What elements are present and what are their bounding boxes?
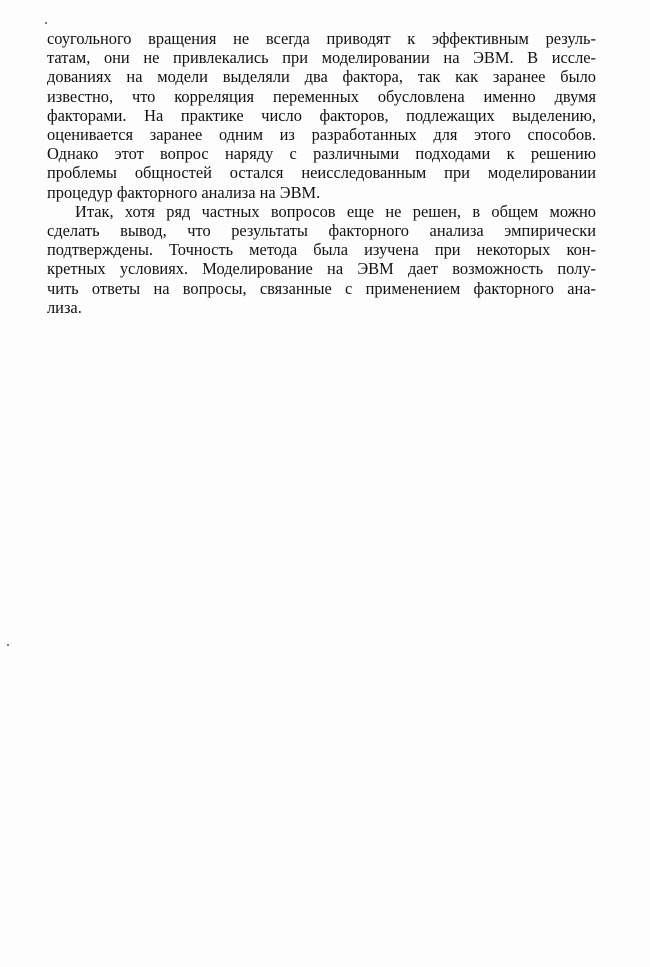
text-line: Итак, хотя ряд частных вопросов еще не решен, в общем можно xyxy=(75,201,596,221)
paragraph-2 xyxy=(47,202,596,317)
text-line: татам, они не привлекались при моделировании на ЭВМ. В иссле- xyxy=(47,48,596,68)
scan-speck xyxy=(45,22,47,24)
text-line: известно, что корреляция переменных обусловлена именно двумя xyxy=(47,86,596,106)
text-line: сделать вывод, что результаты факторного анализа эмпирически xyxy=(47,221,596,241)
text-line: Однако этот вопрос наряду с различными подходами к решению xyxy=(47,144,596,164)
text-line: проблемы общностей остался неисследованным при моделировании xyxy=(47,163,596,183)
text-line: кретных условиях. Моделирование на ЭВМ дает возможность полу- xyxy=(47,259,596,279)
text-line: лиза. xyxy=(47,297,82,317)
text-line: чить ответы на вопросы, связанные с применением факторного ана- xyxy=(47,278,596,298)
text-line: дованиях на модели выделяли два фактора, так как заранее было xyxy=(47,67,596,87)
text-line: факторами. На практике число факторов, подлежащих выделению, xyxy=(47,105,596,125)
paragraph-1 xyxy=(47,29,596,202)
text-line: процедур факторного анализа на ЭВМ. xyxy=(47,182,321,202)
text-line: оценивается заранее одним из разработанных для этого способов. xyxy=(47,125,596,145)
scan-speck xyxy=(7,644,9,646)
body-text xyxy=(47,29,596,317)
text-line: подтверждены. Точность метода была изучена при некоторых кон- xyxy=(47,240,596,260)
text-line: соугольного вращения не всегда приводят к эффективным резуль- xyxy=(47,29,596,48)
